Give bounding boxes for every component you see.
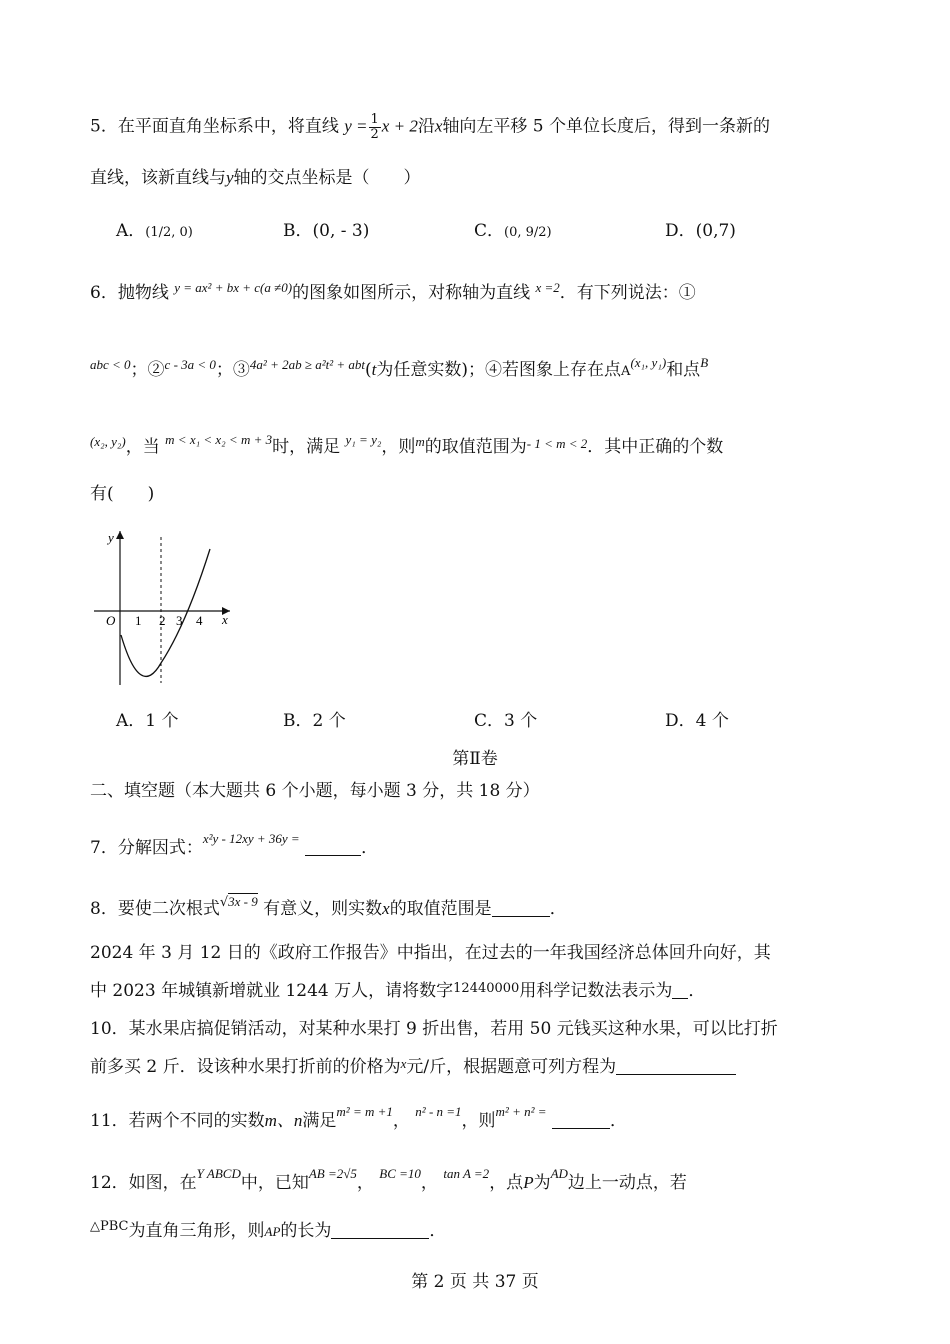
answer-blank[interactable] <box>672 981 688 999</box>
q5-option-b[interactable]: B．(0, - 3) <box>283 221 370 241</box>
q5-line2: 直线，该新直线与y轴的交点坐标是（ ） <box>90 168 421 188</box>
tick-2: 2 <box>159 613 166 628</box>
answer-blank[interactable] <box>305 838 361 856</box>
q11-line: 11．若两个不同的实数m、n满足$^{m^2 = m +1}$， $^{n^2 - n =1}$，则$^{m^2 + n^2 =}$ ． <box>90 1104 627 1131</box>
tick-1: 1 <box>135 613 142 628</box>
q7-line: 7．分解因式：$^{x^2y - 12xy + 36y =}$ ． <box>90 831 379 858</box>
section-title: 第Ⅱ卷 <box>452 749 498 769</box>
q10-line1: 10．某水果店搞促销活动，对某种水果打 9 折出售，若用 50 元钱买这种水果，可以比打折 <box>90 1019 778 1039</box>
section-heading: 二、填空题（本大题共 6 个小题，每小题 3 分，共 18 分） <box>90 781 540 801</box>
q6-line4: 有( ) <box>90 484 155 504</box>
y-label: y <box>108 530 114 545</box>
q6-line3: $^{(x_2, y_2)}$，当 $^{m < x_1 < x_2 < m + 3}$时，满足 $^{y_1 = y_2}$，则$^m$的取值范围为$^{- 1 < m < 2}$．其中正确的个数 <box>90 432 724 457</box>
x-label: x <box>222 612 228 627</box>
q5-option-c[interactable]: C．(0, 9/2) <box>474 221 552 241</box>
y-axis-arrow <box>116 531 124 539</box>
q6-line1: 6．抛物线 $^{y = ax^2 + bx + c(a \ne 0)}$的图象如图所示，对称轴为直线 $^{x =2}$．有下列说法：① <box>90 280 696 303</box>
page-footer: 第 2 页 共 37 页 <box>411 1272 539 1292</box>
answer-blank[interactable] <box>616 1057 736 1075</box>
q6-option-a[interactable]: A．1 个 <box>116 711 179 731</box>
answer-blank[interactable] <box>552 1111 610 1129</box>
q6-option-c[interactable]: C．3 个 <box>474 711 538 731</box>
sqrt-expr: √3x - 9 <box>219 894 258 910</box>
origin-label: O <box>106 613 116 628</box>
tick-4: 4 <box>196 613 203 628</box>
answer-blank[interactable] <box>492 899 550 917</box>
q5-option-d[interactable]: D．(0,7) <box>665 221 736 241</box>
q8-line: 8．要使二次根式√3x - 9 有意义，则实数x的取值范围是 ． <box>90 891 567 919</box>
parabola-graph <box>90 525 240 690</box>
q5-option-a[interactable]: A．(1/2, 0) <box>116 221 193 241</box>
tick-3: 3 <box>176 613 183 628</box>
q6-line2: $^{abc < 0}$；②$^{c - 3a < 0}$；③$^{4a^2 + 2ab \ge a^2t^2 + abt}$(t为任意实数)；④若图象上存在点$A^{(x_1, y_1)}$和点$^B$ <box>90 355 709 380</box>
q12-line2: $^{\triangle PBC}$为直角三角形，则AP的长为 ． <box>90 1219 447 1241</box>
q10-line2: 前多买 2 斤．设该种水果打折前的价格为$^x$元/斤，根据题意可列方程为 <box>90 1056 736 1077</box>
q9-line2: 中 2023 年城镇新增就业 1244 万人，请将数字$^{12440000}$用科学记数法表示为 ． <box>90 981 706 1001</box>
q9-line1: 2024 年 3 月 12 日的《政府工作报告》中指出，在过去的一年我国经济总体回升向好，其 <box>90 943 771 963</box>
answer-blank[interactable] <box>331 1221 429 1239</box>
q6-option-d[interactable]: D．4 个 <box>665 711 729 731</box>
q5-line1: 5．在平面直角坐标系中，将直线 y = $\frac{1}{2}$ x + 2沿x轴向左平移 5 个单位长度后，得到一条新的 <box>90 112 770 142</box>
fraction: $\frac{1}{2}$ <box>370 112 379 142</box>
q6-option-b[interactable]: B．2 个 <box>283 711 346 731</box>
q12-line1: 12．如图，在$^{Y ABCD}$中，已知$^{AB =2√5}$， $^{BC =10}$， $^{tan A =2}$，点P为$^{AD}$边上一动点，若 <box>90 1166 687 1193</box>
